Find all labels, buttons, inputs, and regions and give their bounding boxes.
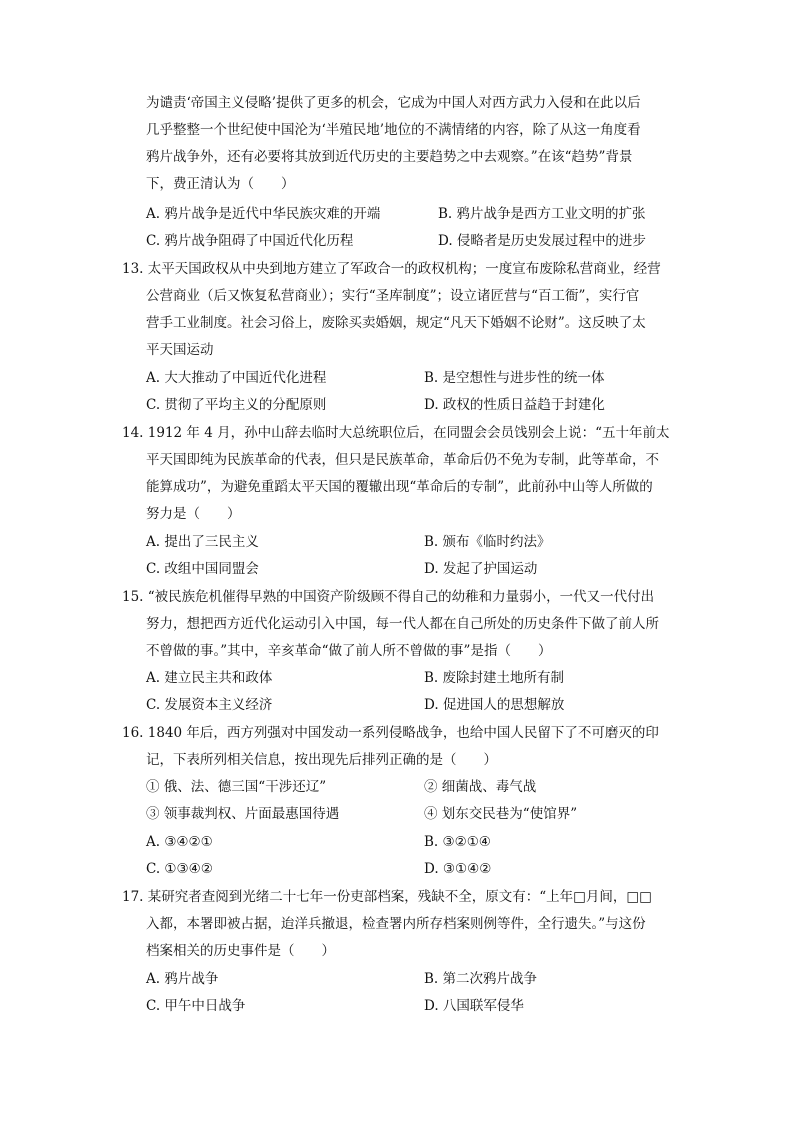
question-text-line: 公营商业（后又恢复私营商业）；实行“圣库制度”；设立诸匠营与“百工衙”，实行官 xyxy=(146,288,640,304)
question-text-line: 努力，想把西方近代化运动引入中国，每一代人都在自己所处的历史条件下做了前人所 xyxy=(146,616,659,632)
question-stem: 14. 1912 年 4 月，孙中山辞去临时大总统职位后，在同盟会会员饯别会上说：“五十年前太 xyxy=(122,425,670,441)
option-a: A. 提出了三民主义 xyxy=(146,534,259,550)
option-a: A. ③④②① xyxy=(146,834,213,850)
item-2: ② 细菌战、毒气战 xyxy=(424,779,537,795)
option-c: C. ①③④② xyxy=(146,861,213,877)
question-text-line: 入都，本署即被占据，迨洋兵撤退，检查署内所存档案则例等件，全行遗失。”与这份 xyxy=(146,916,646,932)
option-a: A. 大大推动了中国近代化进程 xyxy=(146,370,327,386)
option-d: D. 侵略者是历史发展过程中的进步 xyxy=(438,233,646,249)
question-text-line: 能算成功”，为避免重蹈太平天国的覆辙出现“革命后的专制”，此前孙中山等人所做的 xyxy=(146,479,653,495)
option-d: D. ③①④② xyxy=(424,861,492,877)
item-1: ① 俄、法、德三国“干涉还辽” xyxy=(146,779,327,795)
question-text-line: 记，下表所列相关信息，按出现先后排列正确的是（ ） xyxy=(146,752,497,768)
question-stem: 13. 太平天国政权从中央到地方建立了军政合一的政权机构；一度宣布废除私营商业，经营 xyxy=(122,261,661,277)
option-a: A. 鸦片战争是近代中华民族灾难的开端 xyxy=(146,206,381,222)
option-b: B. 颁布《临时约法》 xyxy=(424,534,551,550)
option-b: B. 是空想性与进步性的统一体 xyxy=(424,370,605,386)
option-a: A. 建立民主共和政体 xyxy=(146,670,273,686)
option-d: D. 八国联军侵华 xyxy=(424,998,524,1014)
question-stem: 15. “被民族危机催得早熟的中国资产阶级顾不得自己的幼稚和力量弱小，一代又一代付出 xyxy=(122,589,655,605)
option-c: C. 发展资本主义经济 xyxy=(146,697,273,713)
question-text-line: 努力是（ ） xyxy=(146,506,241,522)
question-text-line: 档案相关的历史事件是（ ） xyxy=(146,943,335,959)
option-c: C. 甲午中日战争 xyxy=(146,998,246,1014)
question-text-line: 平天国运动 xyxy=(146,342,214,358)
option-c: C. 贯彻了平均主义的分配原则 xyxy=(146,397,327,413)
question-text-line: 营手工业制度。社会习俗上，废除买卖婚姻，规定“凡天下婚姻不论财”。这反映了太 xyxy=(146,315,646,331)
question-text-line: 几乎整整一个世纪使中国沦为‘半殖民地’地位的不满情绪的内容，除了从这一角度看 xyxy=(146,122,641,138)
option-d: D. 政权的性质日益趋于封建化 xyxy=(424,397,605,413)
option-b: B. ③②①④ xyxy=(424,834,491,850)
option-b: B. 鸦片战争是西方工业文明的扩张 xyxy=(438,206,646,222)
option-c: C. 改组中国同盟会 xyxy=(146,561,259,577)
question-stem: 16. 1840 年后，西方列强对中国发动一系列侵略战争，也给中国人民留下了不可磨灭的印 xyxy=(122,725,659,741)
item-3: ③ 领事裁判权、片面最惠国待遇 xyxy=(146,806,340,822)
question-text-line: 鸦片战争外，还有必要将其放到近代历史的主要趋势之中去观察。”在该“趋势”背景 xyxy=(146,149,633,165)
question-text-line: 为谴责‘帝国主义侵略’提供了更多的机会，它成为中国人对西方武力入侵和在此以后 xyxy=(146,95,641,111)
option-c: C. 鸦片战争阻碍了中国近代化历程 xyxy=(146,233,354,249)
option-a: A. 鸦片战争 xyxy=(146,971,219,987)
option-d: D. 促进国人的思想解放 xyxy=(424,697,565,713)
item-4: ④ 划东交民巷为“使馆界” xyxy=(424,806,578,822)
question-stem: 17. 某研究者查阅到光绪二十七年一份吏部档案，残缺不全，原文有：“上年□月间，□□ xyxy=(122,889,652,905)
option-b: B. 废除封建土地所有制 xyxy=(424,670,565,686)
option-d: D. 发起了护国运动 xyxy=(424,561,538,577)
question-text-line: 下，费正清认为（ ） xyxy=(146,176,295,192)
question-text-line: 不曾做的事。”其中，辛亥革命“做了前人所不曾做的事”是指（ ） xyxy=(146,643,552,659)
option-b: B. 第二次鸦片战争 xyxy=(424,971,538,987)
question-text-line: 平天国即纯为民族革命的代表，但只是民族革命，革命后仍不免为专制，此等革命，不 xyxy=(146,452,659,468)
